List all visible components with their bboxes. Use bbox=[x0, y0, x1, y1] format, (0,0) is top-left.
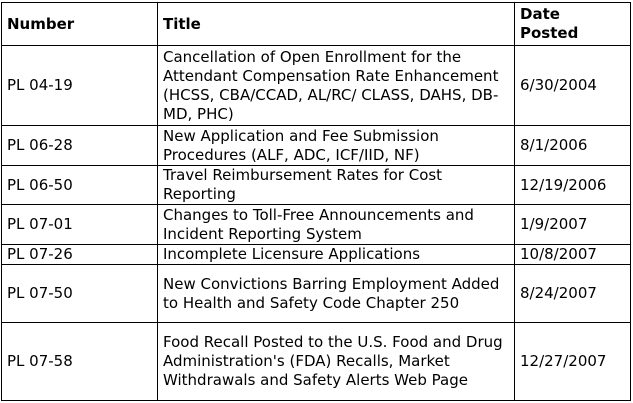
cell-date: 1/9/2007 bbox=[515, 205, 631, 245]
cell-number: PL 06-28 bbox=[2, 126, 158, 166]
cell-title: Food Recall Posted to the U.S. Food and Drug Administration's (FDA) Recalls, Market Withdrawals and Safety Alerts Web Page bbox=[158, 323, 515, 401]
provider-letters-table bbox=[1, 2, 631, 401]
cell-title: New Convictions Barring Employment Added to Health and Safety Code Chapter 250 bbox=[158, 265, 515, 323]
header-title: Title bbox=[158, 3, 515, 46]
cell-date: 8/1/2006 bbox=[515, 126, 631, 166]
cell-number: PL 07-58 bbox=[2, 323, 158, 401]
cell-title: Travel Reimbursement Rates for Cost Reporting bbox=[158, 166, 515, 205]
cell-title: New Application and Fee Submission Procedures (ALF, ADC, ICF/IID, NF) bbox=[158, 126, 515, 166]
cell-date: 6/30/2004 bbox=[515, 46, 631, 126]
cell-title: Incomplete Licensure Applications bbox=[158, 245, 515, 265]
table-row bbox=[2, 205, 631, 245]
cell-title: Changes to Toll-Free Announcements and Incident Reporting System bbox=[158, 205, 515, 245]
table-row bbox=[2, 265, 631, 323]
table-row bbox=[2, 166, 631, 205]
header-date-line1: Date bbox=[520, 5, 560, 23]
cell-date: 12/19/2006 bbox=[515, 166, 631, 205]
cell-number: PL 06-50 bbox=[2, 166, 158, 205]
table-row bbox=[2, 46, 631, 126]
table-row bbox=[2, 126, 631, 166]
cell-number: PL 07-01 bbox=[2, 205, 158, 245]
header-number: Number bbox=[2, 3, 158, 46]
table-row bbox=[2, 323, 631, 401]
table-row bbox=[2, 245, 631, 265]
header-date-posted bbox=[515, 3, 631, 46]
cell-date: 12/27/2007 bbox=[515, 323, 631, 401]
cell-number: PL 07-50 bbox=[2, 265, 158, 323]
cell-date: 10/8/2007 bbox=[515, 245, 631, 265]
header-row bbox=[2, 3, 631, 46]
cell-number: PL 04-19 bbox=[2, 46, 158, 126]
cell-date: 8/24/2007 bbox=[515, 265, 631, 323]
cell-title: Cancellation of Open Enrollment for the Attendant Compensation Rate Enhancement (HCSS, CBA/CCAD, AL/RC/ CLASS, DAHS, DB-MD, PHC) bbox=[158, 46, 515, 126]
cell-number: PL 07-26 bbox=[2, 245, 158, 265]
header-date-line2: Posted bbox=[520, 24, 579, 42]
